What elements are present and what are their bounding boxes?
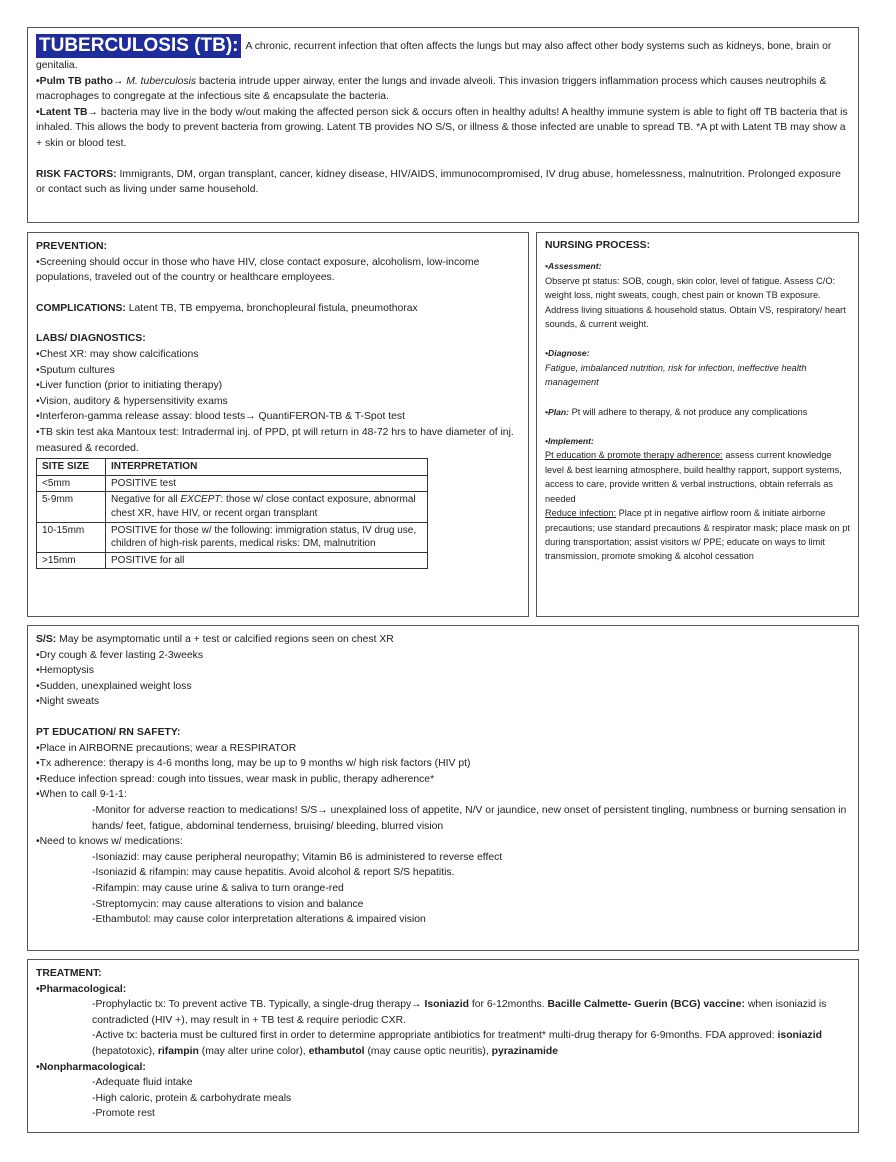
list-item: •Sudden, unexplained weight loss: [36, 680, 192, 692]
implement-infection: Reduce infection: Place pt in negative airflow room & initiate airborne precautions; use standard precautions & respirator mask; place mask on pt during transportation; assist visitors w/ PPE; educate on ways to limit transmission, promote smoking & alcohol cessation: [545, 508, 850, 562]
list-item: •Place in AIRBORNE precautions; wear a RESPIRATOR: [36, 742, 297, 754]
nursing-process-section: [536, 232, 859, 617]
list-item: •Interferon-gamma release assay: blood tests→ QuantiFERON-TB & T-Spot test: [36, 411, 405, 423]
education-heading: PT EDUCATION/ RN SAFETY:: [36, 726, 181, 738]
list-item: -Ethambutol: may cause color interpretation alterations & impaired vision: [92, 914, 426, 926]
list-item: •Sputum cultures: [36, 364, 115, 376]
ss-paragraph: S/S: May be asymptomatic until a + test or calcified regions seen on chest XR: [36, 634, 394, 645]
prevention-heading: PREVENTION:: [36, 241, 108, 252]
assessment-label: •Assessment:: [545, 261, 602, 272]
intro-section: [27, 27, 859, 223]
list-item: -High caloric, protein & carbohydrate meals: [92, 1092, 292, 1104]
assessment-text: Observe pt status: SOB, cough, skin color, level of fatigue. Assess C/O: weight loss, night sweats, cough, chest pain or known TB exposure. Address living situations & household status. Obtain VS, respiratory/ heart sounds, & current weight.: [545, 275, 846, 330]
definition-paragraph: TUBERCULOSIS (TB): A chronic, recurrent infection that often affects the lungs but may also affect other body systems such as kidneys, bone, brain or genitalia.: [36, 35, 832, 71]
list-item: •When to call 9-1-1:: [36, 789, 127, 801]
labs-heading: LABS/ DIAGNOSTICS:: [36, 333, 146, 345]
list-item: •Tx adherence: therapy is 4-6 months long, may be up to 9 months w/ high risk factors (HIV pt): [36, 758, 471, 770]
table-row: >15mm POSITIVE for all: [37, 552, 428, 569]
prophylactic-paragraph: -Prophylactic tx: To prevent active TB. Typically, a single-drug therapy→ Isoniazid for 6-12months. Bacille Calmette- Guerin (BCG) vaccine: when isoniazid is contradicted (HIV +), may result in + TB test & require periodic CXR.: [92, 999, 827, 1026]
list-item: •Reduce infection spread: cough into tissues, wear mask in public, therapy adherence*: [36, 773, 435, 785]
risk-factors-paragraph: RISK FACTORS: Immigrants, DM, organ transplant, cancer, kidney disease, HIV/AIDS, immunocompromised, IV drug abuse, homelessness, malnutrition. Prolonged exposure or contact such as living under same household.: [36, 168, 841, 196]
diagnose-label: •Diagnose:: [545, 348, 590, 359]
treatment-heading: TREATMENT:: [36, 968, 102, 979]
diagnose-text: Fatigue, imbalanced nutrition, risk for infection, ineffective health management: [545, 362, 807, 388]
list-item: •Night sweats: [36, 696, 100, 708]
table-header-row: SITE SIZE INTERPRETATION: [37, 459, 428, 476]
list-item: •Hemoptysis: [36, 665, 94, 677]
prevention-section: [27, 232, 529, 617]
call-911-detail: -Monitor for adverse reaction to medications! S/S→ unexplained loss of appetite, N/V or jaundice, new onset of persistent tingling, numbness or burning sensation in hands/ feet, fatigue, abdominal tenderness, bruising/ bleeding, blurred vision: [92, 804, 847, 832]
list-item: •Dry cough & fever lasting 2-3weeks: [36, 649, 204, 661]
list-item: -Rifampin: may cause urine & saliva to turn orange-red: [92, 882, 344, 894]
table-row: 5-9mm Negative for all EXCEPT: those w/ close contact exposure, abnormal chest XR, have HIV, or recent organ transplant: [37, 492, 428, 522]
implement-education: Pt education & promote therapy adherence: assess current knowledge level & best learning atmosphere, build healthy rapport, support systems, access to care, provide written & verbal instructions, obtain referrals as needed: [545, 450, 842, 504]
medications-label: •Need to knows w/ medications:: [36, 836, 183, 848]
treatment-section: [27, 959, 859, 1133]
signs-symptoms-section: [27, 625, 859, 951]
nursing-heading: NURSING PROCESS:: [545, 240, 651, 251]
list-item: •TB skin test aka Mantoux test: Intradermal inj. of PPD, pt will return in 48-72 hrs to have diameter of inj. measured & recorded.: [36, 426, 514, 454]
list-item: -Isoniazid & rifampin: may cause hepatitis. Avoid alcohol & report S/S hepatitis.: [92, 867, 455, 879]
list-item: •Vision, auditory & hypersensitivity exams: [36, 395, 228, 407]
list-item: -Promote rest: [92, 1108, 155, 1120]
table-row: 10-15mm POSITIVE for those w/ the following: immigration status, IV drug use, children of high-risk parents, medical risks: DM, malnutrition: [37, 522, 428, 552]
nonpharmacological-label: •Nonpharmacological:: [36, 1061, 146, 1073]
prevention-text: •Screening should occur in those who have HIV, close contact exposure, alcoholism, low-income populations, traveled out of the country or healthcare employees.: [36, 256, 480, 284]
plan-paragraph: •Plan: Pt will adhere to therapy, & not produce any complications: [545, 406, 808, 417]
page-title: TUBERCULOSIS (TB):: [36, 34, 241, 58]
list-item: -Streptomycin: may cause alterations to vision and balance: [92, 898, 364, 910]
complications-paragraph: COMPLICATIONS: Latent TB, TB empyema, bronchopleural fistula, pneumothorax: [36, 302, 418, 314]
list-item: -Adequate fluid intake: [92, 1077, 193, 1089]
table-row: <5mm POSITIVE test: [37, 475, 428, 492]
latent-tb-paragraph: •Latent TB→ bacteria may live in the body w/out making the affected person sick & occurs often in healthy adults! A healthy immune system is able to fight off TB bacteria that is inhaled. This allows the body to prevent bacteria from growing. Latent TB provides NO S/S, or illness & those infected are unable to spread TB. *A pt with Latent TB may show a + skin or blood test.: [36, 106, 848, 149]
implement-label: •Implement:: [545, 436, 594, 447]
list-item: •Liver function (prior to initiating therapy): [36, 380, 223, 392]
list-item: -Isoniazid: may cause peripheral neuropathy; Vitamin B6 is administered to reverse effect: [92, 851, 503, 863]
list-item: •Chest XR: may show calcifications: [36, 348, 199, 360]
skin-test-table: [36, 458, 428, 569]
active-tx-paragraph: -Active tx: bacteria must be cultured first in order to determine appropriate antibiotics for treatment* multi-drug therapy for 6-9months. FDA approved: isoniazid (hepatotoxic), rifampin (may alter urine color), ethambutol (may cause optic neuritis), pyrazinamide: [92, 1030, 822, 1057]
pulm-tb-paragraph: •Pulm TB patho→ M. tuberculosis bacteria intrude upper airway, enter the lungs and invade alveoli. This invasion triggers inflammation process which causes neutrophils & macrophages to congregate at the infectious site & encapsulate the bacteria.: [36, 75, 827, 103]
pharmacological-label: •Pharmacological:: [36, 983, 127, 995]
